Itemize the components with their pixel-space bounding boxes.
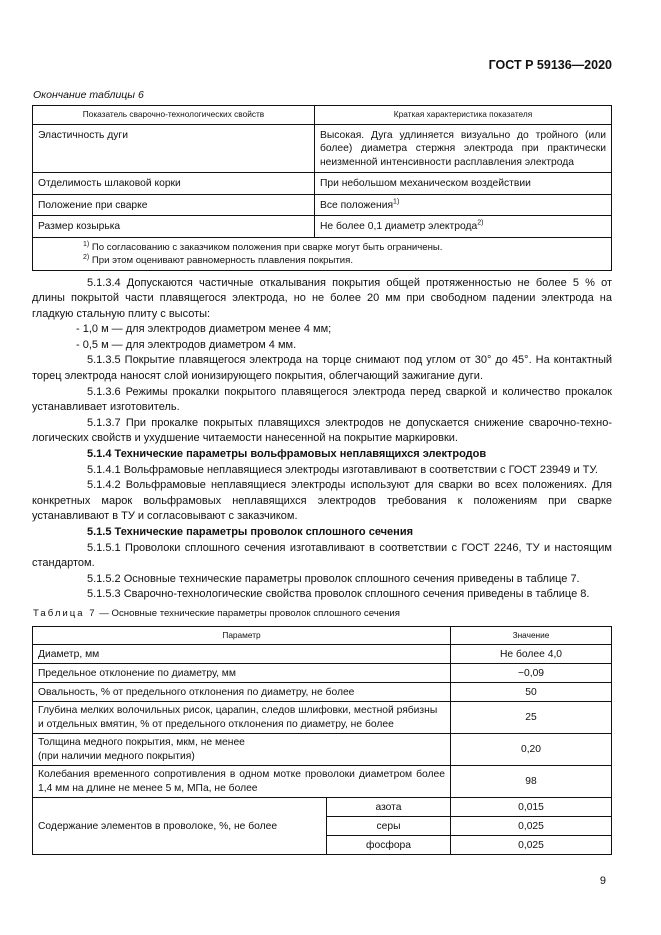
table-row [33, 216, 612, 238]
table-title: — Основные технические параметры проволок сплошного сечения [96, 607, 400, 619]
column-header: Показатель сварочно-технологических свойств [33, 106, 315, 125]
value-cell: Не более 4,0 [451, 645, 612, 664]
value-cell: 25 [451, 702, 612, 734]
table-row [33, 124, 612, 173]
table-label: Таблица 7 [33, 607, 97, 619]
paragraph: 5.1.5.1 Проволоки сплошного сечения изготавливают в соответствии с ГОСТ 2246, ТУ и настоящим стандартом. [32, 541, 612, 570]
param-cell: Положение при сварке [33, 194, 315, 216]
paragraph: 5.1.4.1 Вольфрамовые неплавящиеся электроды изготавливают в соответствии с ГОСТ 23949 и ТУ. [87, 463, 598, 476]
table-row [33, 645, 612, 664]
paragraph: 5.1.4.2 Вольфрамовые неплавящиеся электроды используют для сварки во всех положениях. Для конкретных марок вольфрамовых неплавящихся электродов требования к положениям при сварке устанавливают в ТУ и согласовывают с заказчиком. [32, 479, 612, 523]
table-row [33, 683, 612, 702]
value-cell [315, 216, 612, 238]
table-header-row [33, 626, 612, 645]
value-cell: При небольшом механическом воздействии [315, 173, 612, 195]
param-cell: Отделимость шлаковой корки [33, 173, 315, 195]
table-6 [32, 105, 612, 271]
param-cell: Содержание элементов в проволоке, %, не более [33, 798, 327, 855]
table-row [33, 173, 612, 195]
param-cell: Предельное отклонение по диаметру, мм [33, 664, 451, 683]
param-cell [33, 734, 451, 766]
paragraph: 5.1.5.3 Сварочно-технологические свойства проволок сплошного сечения приведены в таблице 8. [87, 588, 590, 601]
column-header: Параметр [33, 626, 451, 645]
list-item: - 1,0 м — для электродов диаметром менее 4 мм; [76, 323, 332, 336]
list-item: - 0,5 м — для электродов диаметром 4 мм. [76, 338, 297, 351]
table-row [33, 734, 612, 766]
document-id: ГОСТ Р 59136—2020 [488, 58, 612, 72]
paragraph: 5.1.3.5 Покрытие плавящегося электрода на торце снимают под углом от 30° до 45°. На контактный торец электрода наносят слой ионизирующего покрытия, облегчающий зажигание дуги. [32, 354, 612, 383]
footnote [83, 254, 606, 267]
footnote-ref: 1) [393, 198, 400, 206]
value-cell: Высокая. Дуга удлиняется визуально до тройного (или более) диаметра стержня электрода при практически неизменной интенсивности расплавления электрода [315, 124, 612, 173]
paragraph: 5.1.5.2 Основные технические параметры проволок сплошного сечения приведены в таблице 7. [87, 572, 580, 585]
param-cell: Диаметр, мм [33, 645, 451, 664]
table-row [33, 766, 612, 798]
param-cell: Глубина мелких волочильных рисок, царапин, следов шлифовки, местной рябизны и отдельных вмятин, % от предельного отклонения по диаметру, не более [33, 702, 451, 734]
footnote [83, 241, 606, 254]
param-line: (при наличии медного покрытия) [38, 750, 195, 762]
value-cell: 0,20 [451, 734, 612, 766]
paragraph: 5.1.3.4 Допускаются частичные откалывания покрытия общей протяженностью не более 5 % от длины покрытой части плавящегося электрода, но не более 20 мм при свободном падении электрода на гладкую стальную плиту с высоты: [32, 276, 612, 320]
param-cell: Овальность, % от предельного отклонения по диаметру, не более [33, 683, 451, 702]
table-row [33, 798, 612, 817]
element-name: азота [327, 798, 451, 817]
param-cell: Эластичность дуги [33, 124, 315, 173]
footnotes [33, 237, 612, 270]
value-text: Не более 0,1 диаметр электрода [320, 221, 478, 232]
page-number: 9 [599, 875, 606, 888]
paragraph: 5.1.3.6 Режимы прокалки покрытого плавящегося электрода перед сваркой и количество прокалок устанавливает изготовитель. [32, 385, 612, 414]
element-name: фосфора [327, 836, 451, 855]
value-text: Все положения [320, 199, 394, 211]
table-header-row [33, 106, 612, 125]
footnote-text: При этом оценивают равномерность плавления покрытия. [89, 254, 353, 266]
table6-caption: Окончание таблицы 6 [33, 89, 144, 101]
value-cell [315, 194, 612, 216]
footnote-text: По согласованию с заказчиком положения при сварке могут быть ограничены. [89, 241, 443, 253]
table-7 [32, 626, 612, 856]
value-cell: 0,025 [451, 817, 612, 836]
table-row [33, 664, 612, 683]
section-heading: 5.1.4 Технические параметры вольфрамовых неплавящихся электродов [87, 448, 487, 461]
footnote-mark: 2) [83, 253, 90, 261]
param-cell: Колебания временного сопротивления в одном мотке проволоки диаметром более 1,4 мм на длине не менее 5 м, МПа, не более [33, 766, 451, 798]
value-cell: 50 [451, 683, 612, 702]
value-cell: 0,015 [451, 798, 612, 817]
table-row [33, 702, 612, 734]
element-name: серы [327, 817, 451, 836]
param-line: Толщина медного покрытия, мкм, не менее [38, 737, 245, 749]
column-header: Значение [451, 626, 612, 645]
value-cell: −0,09 [451, 664, 612, 683]
table7-caption [33, 608, 612, 620]
footnote-ref: 2) [477, 219, 484, 227]
paragraph: 5.1.3.7 При прокалке покрытых плавящихся электродов не допускается снижение сварочно-технологических свойств и ухудшение читаемости нанесенной на покрытие маркировки. [32, 416, 612, 445]
footnote-mark: 1) [83, 240, 90, 248]
value-cell: 0,025 [451, 836, 612, 855]
param-cell: Размер козырька [33, 216, 315, 238]
column-header: Краткая характеристика показателя [315, 106, 612, 125]
table-row [33, 194, 612, 216]
body-text [32, 276, 612, 603]
section-heading: 5.1.5 Технические параметры проволок сплошного сечения [87, 526, 413, 538]
value-cell: 98 [451, 766, 612, 798]
footnotes-row [33, 237, 612, 270]
